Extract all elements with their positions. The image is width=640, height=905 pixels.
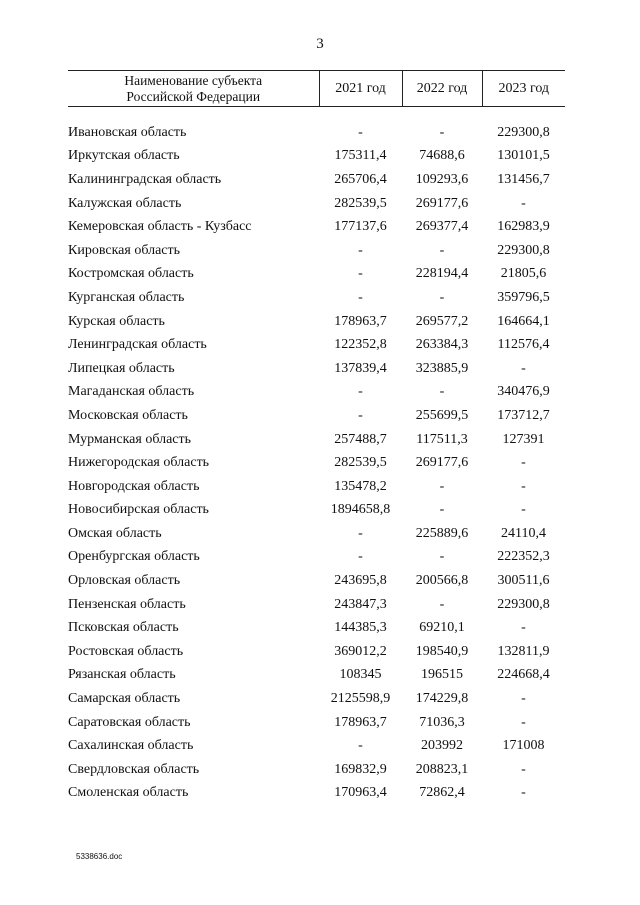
value-2023-cell: 21805,6	[500, 266, 547, 282]
value-2021-cell: -	[358, 124, 363, 140]
value-2023-cell: -	[521, 478, 526, 494]
value-2022-cell: 117511,3	[416, 431, 468, 447]
value-2022-cell: 269577,2	[415, 313, 469, 329]
region-name-cell: Ленинградская область	[68, 337, 207, 353]
value-2022-cell: -	[439, 124, 445, 140]
value-2023-cell: 131456,7	[497, 171, 550, 187]
value-2022-cell: 203992	[421, 738, 463, 754]
table-row	[68, 499, 565, 523]
value-2022-cell: 208823,1	[415, 761, 469, 777]
value-2023-cell: -	[521, 360, 526, 376]
value-2021-cell: -	[358, 384, 363, 400]
table-row	[68, 428, 565, 452]
value-2023-cell: 24110,4	[501, 525, 546, 541]
table-row	[68, 404, 565, 428]
value-2021-cell: -	[358, 525, 363, 541]
table-row	[68, 263, 565, 287]
region-name-cell: Саратовская область	[68, 714, 191, 730]
value-2023-cell: 359796,5	[497, 289, 550, 305]
value-2023-cell: -	[521, 691, 526, 707]
value-2022-cell: -	[439, 242, 445, 258]
value-2021-cell: -	[358, 549, 363, 565]
region-name-cell: Магаданская область	[68, 384, 195, 400]
region-name-cell: Кировская область	[68, 242, 181, 258]
region-name-cell: Омская область	[68, 525, 162, 541]
header-spacer-row	[68, 107, 565, 122]
value-2021-cell: 177137,6	[334, 219, 387, 235]
value-2021-cell: 108345	[339, 667, 382, 683]
table-body	[68, 107, 565, 806]
table-row	[68, 333, 565, 357]
value-2023-cell: -	[521, 195, 526, 211]
region-name-cell: Нижегородская область	[68, 455, 210, 471]
value-2021-cell: 178963,7	[334, 714, 387, 730]
value-2023-cell: -	[521, 785, 526, 801]
value-2023-cell: 127391	[502, 431, 545, 447]
value-2023-cell: 229300,8	[497, 242, 550, 258]
footer-file-name: 5338636.doc	[76, 852, 123, 861]
region-name-cell: Ивановская область	[68, 124, 187, 140]
value-2021-cell: 137839,4	[334, 360, 387, 376]
value-2022-cell: 198540,9	[415, 643, 469, 659]
region-name-cell: Пензенская область	[68, 596, 186, 612]
value-2021-cell: 135478,2	[334, 478, 387, 494]
header-region-name-line2: Российской Федерации	[126, 88, 261, 104]
table-row	[68, 664, 565, 688]
value-2022-cell: 269377,4	[415, 219, 469, 235]
table-row	[68, 121, 565, 145]
value-2021-cell: 257488,7	[334, 431, 387, 447]
value-2022-cell: 255699,5	[415, 407, 469, 423]
region-name-cell: Курская область	[68, 313, 165, 329]
table-header	[68, 71, 565, 107]
value-2022-cell: 200566,8	[415, 573, 469, 589]
region-name-cell: Смоленская область	[68, 785, 189, 801]
value-2023-cell: -	[521, 502, 526, 518]
table-row	[68, 310, 565, 334]
value-2023-cell: 173712,7	[497, 407, 550, 423]
table-row	[68, 546, 565, 570]
value-2021-cell: 243695,8	[334, 573, 387, 589]
table-row	[68, 168, 565, 192]
region-name-cell: Кемеровская область - Кузбасс	[68, 219, 252, 235]
table-row	[68, 616, 565, 640]
value-2023-cell: 162983,9	[497, 219, 550, 235]
value-2021-cell: 282539,5	[334, 455, 387, 471]
value-2021-cell: 369012,2	[334, 643, 387, 659]
value-2022-cell: 72862,4	[419, 785, 465, 801]
value-2022-cell: 69210,1	[419, 620, 465, 636]
value-2021-cell: 178963,7	[334, 313, 387, 329]
value-2022-cell: 228194,4	[415, 266, 469, 282]
page-number: 3	[316, 36, 324, 52]
table-row	[68, 145, 565, 169]
region-name-cell: Рязанская область	[68, 667, 176, 683]
value-2022-cell: 323885,9	[415, 360, 469, 376]
value-2022-cell: 225889,6	[415, 525, 469, 541]
region-name-cell: Оренбургская область	[68, 549, 200, 565]
region-name-cell: Новгородская область	[68, 478, 200, 494]
value-2022-cell: -	[439, 289, 445, 305]
table-row	[68, 640, 565, 664]
region-name-cell: Мурманская область	[68, 431, 192, 447]
header-year-2023: 2023 год	[482, 71, 565, 107]
table-row	[68, 239, 565, 263]
table-row	[68, 711, 565, 735]
table-row	[68, 192, 565, 216]
value-2021-cell: -	[358, 289, 363, 305]
value-2022-cell: -	[439, 502, 445, 518]
region-name-cell: Калининградская область	[68, 171, 222, 187]
header-year-2021: 2021 год	[319, 71, 402, 107]
value-2023-cell: -	[521, 455, 526, 471]
value-2021-cell: 175311,4	[334, 148, 387, 164]
region-name-cell: Калужская область	[68, 195, 182, 211]
table-row	[68, 782, 565, 806]
region-name-cell: Орловская область	[68, 573, 181, 589]
header-region-name-line1: Наименование субъекта	[124, 72, 263, 88]
value-2022-cell: -	[439, 384, 445, 400]
value-2023-cell: 224668,4	[497, 667, 550, 683]
table-row	[68, 522, 565, 546]
region-name-cell: Костромская область	[68, 266, 194, 282]
table-row	[68, 215, 565, 239]
value-2023-cell: 112576,4	[497, 337, 550, 353]
table-row	[68, 758, 565, 782]
value-2023-cell: 222352,3	[497, 549, 550, 565]
value-2021-cell: 122352,8	[334, 337, 387, 353]
table-row	[68, 734, 565, 758]
region-name-cell: Иркутская область	[68, 148, 180, 164]
value-2023-cell: -	[521, 620, 526, 636]
table-row	[68, 475, 565, 499]
value-2022-cell: 174229,8	[415, 691, 469, 707]
table-row	[68, 451, 565, 475]
value-2021-cell: 144385,3	[334, 620, 387, 636]
value-2022-cell: 109293,6	[415, 171, 469, 187]
table-row	[68, 687, 565, 711]
table-row	[68, 381, 565, 405]
value-2021-cell: 169832,9	[334, 761, 387, 777]
value-2023-cell: 132811,9	[497, 643, 550, 659]
region-name-cell: Новосибирская область	[68, 502, 209, 518]
value-2023-cell: 130101,5	[497, 148, 550, 164]
value-2022-cell: 269177,6	[415, 195, 469, 211]
value-2021-cell: -	[358, 738, 363, 754]
value-2022-cell: 71036,3	[419, 714, 465, 730]
value-2021-cell: -	[358, 407, 363, 423]
region-name-cell: Ростовская область	[68, 643, 184, 659]
region-name-cell: Липецкая область	[68, 360, 175, 376]
value-2022-cell: -	[439, 549, 445, 565]
table-header-row	[68, 71, 565, 107]
value-2022-cell: 263384,3	[415, 337, 469, 353]
value-2022-cell: 269177,6	[415, 455, 469, 471]
value-2023-cell: -	[521, 761, 526, 777]
value-2021-cell: -	[358, 266, 363, 282]
value-2021-cell: -	[358, 242, 363, 258]
value-2023-cell: 229300,8	[497, 596, 550, 612]
table-row	[68, 569, 565, 593]
value-2022-cell: 74688,6	[419, 148, 465, 164]
value-2023-cell: 300511,6	[497, 573, 550, 589]
value-2021-cell: 2125598,9	[330, 691, 391, 707]
region-name-cell: Сахалинская область	[68, 738, 194, 754]
table-row	[68, 593, 565, 617]
value-2021-cell: 265706,4	[334, 171, 387, 187]
value-2023-cell: 171008	[502, 738, 545, 754]
region-name-cell: Курганская область	[68, 289, 185, 305]
value-2023-cell: 340476,9	[497, 384, 550, 400]
value-2021-cell: 243847,3	[334, 596, 387, 612]
table-row	[68, 357, 565, 381]
header-region-name	[68, 71, 319, 107]
value-2021-cell: 1894658,8	[330, 502, 391, 518]
value-2023-cell: 164664,1	[497, 313, 550, 329]
value-2023-cell: 229300,8	[497, 124, 550, 140]
value-2021-cell: 170963,4	[334, 785, 387, 801]
value-2022-cell: -	[439, 596, 445, 612]
funding-table	[68, 70, 565, 805]
header-year-2022: 2022 год	[402, 71, 482, 107]
value-2022-cell: -	[439, 478, 445, 494]
region-name-cell: Самарская область	[68, 691, 181, 707]
value-2021-cell: 282539,5	[334, 195, 387, 211]
region-name-cell: Московская область	[68, 407, 188, 423]
region-name-cell: Псковская область	[68, 620, 179, 636]
value-2022-cell: 196515	[421, 667, 463, 683]
table-row	[68, 286, 565, 310]
value-2023-cell: -	[521, 714, 526, 730]
region-name-cell: Свердловская область	[68, 761, 200, 777]
